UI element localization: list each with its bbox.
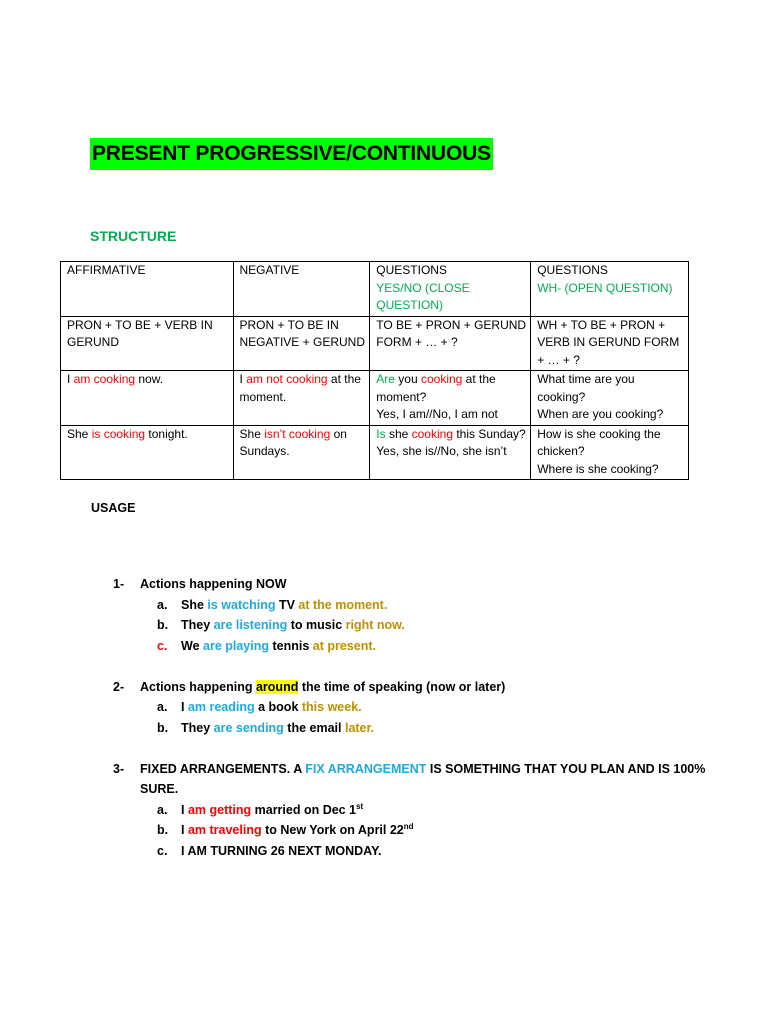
verb-phrase: are listening — [213, 618, 288, 632]
verb-phrase: cooking — [288, 426, 331, 441]
heading-fragment: Actions happening — [140, 679, 256, 694]
structure-table — [60, 261, 689, 480]
verb-phrase: cooking — [286, 372, 328, 386]
item-heading-text — [140, 677, 713, 698]
example-item — [157, 800, 713, 821]
highlighted-term: FIX ARRANGEMENT — [305, 761, 427, 776]
table-cell — [61, 371, 234, 426]
example-letter: a. — [157, 597, 168, 612]
verb-phrase: am cooking — [73, 372, 136, 386]
highlighted-word: around — [255, 679, 299, 694]
example-fragment: We — [181, 638, 203, 653]
time-expression: at present. — [312, 638, 376, 653]
header-cell-yes-no-questions — [370, 262, 531, 317]
cell-text: I — [67, 372, 74, 386]
verb-phrase: are playing — [203, 638, 269, 653]
auxiliary-verb: Are — [376, 372, 395, 386]
table-cell — [233, 425, 370, 480]
usage-item-heading — [113, 574, 713, 595]
example-letter: b. — [157, 823, 169, 837]
header-cell-affirmative — [61, 262, 234, 317]
verb-phrase: am getting — [187, 802, 252, 817]
table-cell — [61, 425, 234, 480]
cell-text: How is she cooking the chicken? — [537, 426, 661, 458]
usage-item-around-now — [113, 677, 713, 739]
example-fragment: TV — [275, 597, 299, 612]
example-fragment: a book — [254, 700, 302, 714]
example-text — [181, 697, 362, 718]
example-text: I AM TURNING 26 NEXT MONDAY. — [181, 843, 382, 858]
example-fragment: to music — [287, 618, 346, 632]
example-fragment: They — [181, 720, 214, 735]
cell-text: She — [239, 426, 265, 441]
example-text — [181, 820, 414, 841]
table-cell: TO BE + PRON + GERUND FORM + … + ? — [370, 316, 531, 371]
table-cell — [370, 425, 531, 480]
item-heading-text: Actions happening NOW — [140, 577, 287, 591]
example-item — [157, 697, 713, 718]
time-expression: at the moment. — [298, 597, 388, 612]
cell-text: at the moment? — [376, 372, 496, 404]
verb-phrase: am traveling — [187, 823, 262, 837]
table-row — [61, 371, 689, 426]
structure-heading: STRUCTURE — [90, 228, 177, 244]
short-answer: Yes, I am//No, I am not — [376, 407, 498, 421]
table-cell — [531, 425, 689, 480]
header-label: AFFIRMATIVE — [67, 263, 146, 277]
verb-phrase: am reading — [187, 700, 255, 714]
example-letter: a. — [157, 802, 168, 817]
example-letter: b. — [157, 720, 169, 735]
header-sublabel: WH- (OPEN QUESTION) — [537, 280, 673, 295]
example-item — [157, 820, 713, 841]
table-row — [61, 316, 689, 371]
verb-phrase: cooking — [420, 372, 463, 386]
cell-text: tonight. — [145, 426, 188, 441]
example-text — [181, 636, 376, 657]
table-cell: PRON + TO BE IN NEGATIVE + GERUND — [233, 316, 370, 371]
example-fragment: She — [181, 597, 208, 612]
example-fragment: I — [181, 700, 188, 714]
example-fragment: to New York on April 22 — [261, 823, 404, 837]
page-title: PRESENT PROGRESSIVE/CONTINUOUS — [90, 138, 493, 170]
verb-phrase: isn’t — [264, 426, 286, 441]
example-item — [157, 841, 713, 862]
example-text — [181, 615, 405, 636]
example-fragment: I — [181, 823, 188, 837]
example-text — [181, 800, 363, 821]
heading-fragment: IS SOMETHING THAT YOU PLAN AND IS 100% SURE. — [140, 761, 706, 796]
table-cell: WH + TO BE + PRON + VERB IN GERUND FORM + … + ? — [531, 316, 689, 371]
verb-phrase: is watching — [207, 597, 276, 612]
cell-text: She — [67, 426, 92, 441]
item-number: 1- — [113, 577, 125, 591]
usage-item-now — [113, 574, 713, 656]
cell-text: now. — [135, 372, 164, 386]
header-cell-negative — [233, 262, 370, 317]
example-item — [157, 636, 713, 657]
usage-item-fixed-arrangements — [113, 759, 713, 862]
cell-text: When are you cooking? — [537, 407, 664, 421]
table-cell — [370, 371, 531, 426]
ordinal-suffix: st — [356, 801, 364, 811]
table-cell — [531, 371, 689, 426]
table-header-row — [61, 262, 689, 317]
example-letter: a. — [157, 700, 168, 714]
item-number: 3- — [113, 761, 125, 776]
ordinal-suffix: nd — [403, 822, 414, 831]
example-item — [157, 595, 713, 616]
example-text — [181, 718, 374, 739]
cell-text: she — [385, 426, 412, 441]
cell-text: you — [394, 372, 421, 386]
example-letter: c. — [157, 638, 168, 653]
table-cell: PRON + TO BE + VERB IN GERUND — [61, 316, 234, 371]
usage-list — [113, 574, 713, 861]
cell-text: at the moment. — [239, 372, 361, 404]
cell-text: I — [239, 372, 247, 386]
verb-phrase: are sending — [213, 720, 284, 735]
example-item — [157, 718, 713, 739]
table-row — [61, 425, 689, 480]
header-label: QUESTIONS — [537, 263, 608, 277]
time-expression: right now. — [345, 618, 405, 632]
auxiliary-verb: Is — [376, 426, 386, 441]
table-cell — [233, 371, 370, 426]
header-label: QUESTIONS — [376, 263, 447, 277]
verb-phrase: cooking — [411, 426, 453, 441]
example-fragment: married on Dec 1 — [251, 802, 357, 817]
item-number: 2- — [113, 679, 125, 694]
example-fragment: They — [181, 618, 214, 632]
usage-item-heading — [113, 677, 713, 698]
usage-heading: USAGE — [91, 501, 136, 515]
example-letter: b. — [157, 618, 169, 632]
cell-text: on Sundays. — [239, 426, 347, 458]
example-text — [181, 595, 387, 616]
header-cell-wh-questions — [531, 262, 689, 317]
heading-fragment: the time of speaking (now or later) — [298, 679, 506, 694]
item-heading-text — [140, 759, 713, 800]
cell-text: What time are you cooking? — [537, 372, 635, 404]
header-label: NEGATIVE — [239, 263, 300, 277]
cell-text: this Sunday? — [453, 426, 526, 441]
example-item — [157, 615, 713, 636]
verb-phrase: am not — [246, 372, 283, 386]
short-answer: Yes, she is//No, she isn’t — [376, 444, 507, 458]
time-expression: this week. — [301, 700, 362, 714]
example-fragment: I — [181, 802, 188, 817]
cell-text: Where is she cooking? — [537, 461, 659, 476]
example-fragment: the email — [283, 720, 345, 735]
time-expression: later. — [344, 720, 375, 735]
heading-fragment: FIXED ARRANGEMENTS. A — [140, 761, 306, 776]
example-fragment: tennis — [269, 638, 313, 653]
usage-item-heading — [113, 759, 713, 800]
example-letter: c. — [157, 843, 168, 858]
header-sublabel: YES/NO (CLOSE QUESTION) — [376, 280, 470, 312]
verb-phrase: is cooking — [91, 426, 146, 441]
